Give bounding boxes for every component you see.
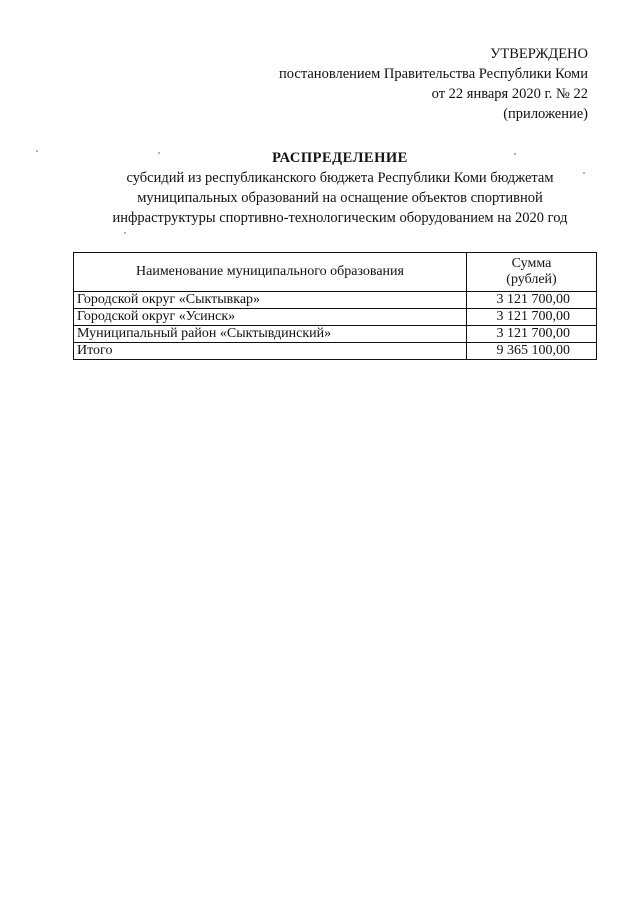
scan-speck: [514, 153, 516, 155]
table-total-row: [74, 343, 597, 360]
row-name: Городской округ «Усинск»: [74, 309, 467, 326]
scan-speck: [124, 232, 126, 234]
table-header-row: [74, 253, 597, 292]
row-name: Муниципальный район «Сыктывдинский»: [74, 326, 467, 343]
approval-line-2: постановлением Правительства Республики Коми: [279, 66, 588, 82]
header-sum-line-1: Сумма: [511, 256, 552, 271]
scan-speck: [583, 172, 585, 174]
table-row: [74, 292, 597, 309]
document-title: [60, 148, 620, 228]
row-sum: 3 121 700,00: [467, 309, 597, 326]
approval-stamp: [279, 44, 588, 124]
header-sum-line-2: (рублей): [506, 272, 557, 287]
title-line-1: субсидий из республиканского бюджета Республики Коми бюджетам: [126, 170, 554, 186]
row-sum: 3 121 700,00: [467, 292, 597, 309]
total-label: Итого: [74, 343, 467, 360]
title-line-2: муниципальных образований на оснащение объектов спортивной: [137, 190, 543, 206]
header-sum: [467, 253, 597, 292]
total-sum: 9 365 100,00: [467, 343, 597, 360]
approval-line-1: УТВЕРЖДЕНО: [490, 46, 588, 62]
scan-speck: [36, 150, 38, 152]
table-row: [74, 326, 597, 343]
title-heading: РАСПРЕДЕЛЕНИЕ: [272, 150, 408, 166]
table-row: [74, 309, 597, 326]
approval-line-3: от 22 января 2020 г. № 22: [431, 86, 588, 102]
title-line-3: инфраструктуры спортивно-технологическим оборудованием на 2020 год: [112, 210, 568, 226]
scan-speck: [158, 152, 160, 154]
approval-line-4: (приложение): [503, 106, 588, 122]
distribution-table: [73, 252, 597, 360]
row-sum: 3 121 700,00: [467, 326, 597, 343]
header-name: Наименование муниципального образования: [74, 253, 467, 292]
row-name: Городской округ «Сыктывкар»: [74, 292, 467, 309]
